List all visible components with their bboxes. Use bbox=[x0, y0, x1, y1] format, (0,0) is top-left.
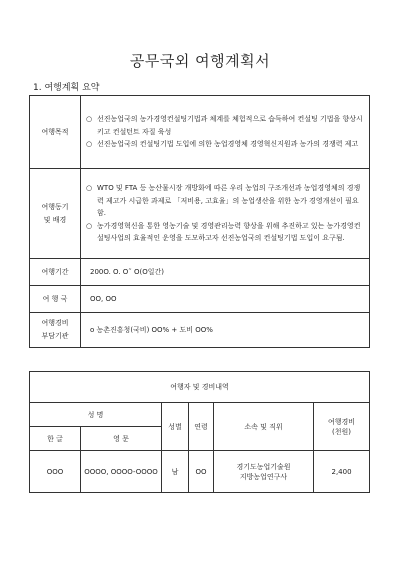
hanja-name-header: 영 문 bbox=[81, 427, 162, 451]
period-row bbox=[30, 259, 370, 286]
purpose-row bbox=[30, 96, 370, 169]
circle-bullet-icon: ○ bbox=[86, 140, 93, 149]
background-row bbox=[30, 169, 370, 259]
header-row bbox=[30, 403, 370, 427]
list-item bbox=[86, 220, 363, 245]
traveler-hanja-name: OOOO, OOOO-OOOO bbox=[81, 451, 162, 493]
traveler-gender: 남 bbox=[162, 451, 189, 493]
funding-label-line2: 부담기관 bbox=[41, 332, 69, 340]
summary-table bbox=[29, 95, 370, 348]
purpose-item-text: 선진농업국의 컨설팅기법 도입에 의한 농업경영체 경영혁신지원과 농가의 경쟁력 제고 bbox=[97, 140, 359, 149]
purpose-label: 여행목적 bbox=[30, 96, 81, 169]
funding-row bbox=[30, 313, 370, 348]
country-row bbox=[30, 286, 370, 313]
circle-bullet-icon: ○ bbox=[86, 184, 93, 193]
country-value: OO, OO bbox=[81, 286, 370, 313]
circle-bullet-icon: ○ bbox=[86, 115, 93, 124]
expense-header bbox=[314, 403, 370, 451]
korean-name-header: 한 글 bbox=[30, 427, 81, 451]
list-item bbox=[86, 138, 363, 151]
period-value: 200O. O. O˜ O(O일간) bbox=[81, 259, 370, 286]
purpose-content bbox=[81, 96, 370, 169]
list-item bbox=[86, 113, 363, 138]
funding-label bbox=[30, 313, 81, 348]
country-label: 여 행 국 bbox=[30, 286, 81, 313]
affiliation-header: 소속 및 직위 bbox=[214, 403, 314, 451]
traveler-expense: 2,400 bbox=[314, 451, 370, 493]
traveler-age: OO bbox=[189, 451, 214, 493]
period-label: 여행기간 bbox=[30, 259, 81, 286]
document-title: 공무국외 여행계획서 bbox=[129, 52, 271, 70]
traveler-affiliation-line1: 경기도농업기술원 bbox=[236, 462, 291, 471]
background-item-text: WTO 및 FTA 등 농산물시장 개방화에 따른 우리 농업의 구조개선과 농업경영체의 경쟁력 제고가 시급한 과제로 「저비용, 고효율」의 농업생산을 위한 농가 경영개선이 필요함. bbox=[97, 184, 361, 218]
travelers-title-row bbox=[30, 372, 370, 403]
name-header: 성 명 bbox=[30, 403, 162, 427]
list-item bbox=[86, 182, 363, 220]
gender-header: 성별 bbox=[162, 403, 189, 451]
expense-header-line2: (천원) bbox=[332, 427, 351, 436]
traveler-affiliation-line2: 지방농업연구사 bbox=[239, 472, 288, 481]
age-header: 연령 bbox=[189, 403, 214, 451]
background-label-line2: 및 배경 bbox=[43, 215, 67, 224]
purpose-item-text: 선진농업국의 농가경영컨설팅기법과 체계를 체험적으로 습득하여 컨설팅 기법을 향상시키고 컨설턴트 자질 육성 bbox=[97, 115, 363, 136]
funding-label-line1: 여행경비 bbox=[41, 319, 69, 327]
table-row bbox=[30, 451, 370, 493]
traveler-affiliation bbox=[214, 451, 314, 493]
travelers-table bbox=[29, 371, 370, 493]
circle-bullet-icon: ○ bbox=[86, 221, 93, 230]
travelers-section-title: 여행자 및 경비내역 bbox=[30, 372, 370, 403]
expense-header-line1: 여행경비 bbox=[327, 417, 356, 426]
background-label-line1: 여행동기 bbox=[41, 202, 69, 211]
traveler-korean-name: OOO bbox=[30, 451, 81, 493]
background-content bbox=[81, 169, 370, 259]
funding-value: o 농촌진흥청(국비) OO% + 도비 OO% bbox=[81, 313, 370, 348]
section-heading: 1. 여행계획 요약 bbox=[33, 83, 100, 93]
background-item-text: 농가경영혁신을 통한 영농기술 및 경영관리능력 향상을 위해 추진하고 있는 농가경영컨설팅사업의 효율적인 운영을 도모하고자 선진농업국의 컨설팅기법 도입이 요구됨. bbox=[97, 221, 361, 243]
background-label bbox=[30, 169, 81, 259]
